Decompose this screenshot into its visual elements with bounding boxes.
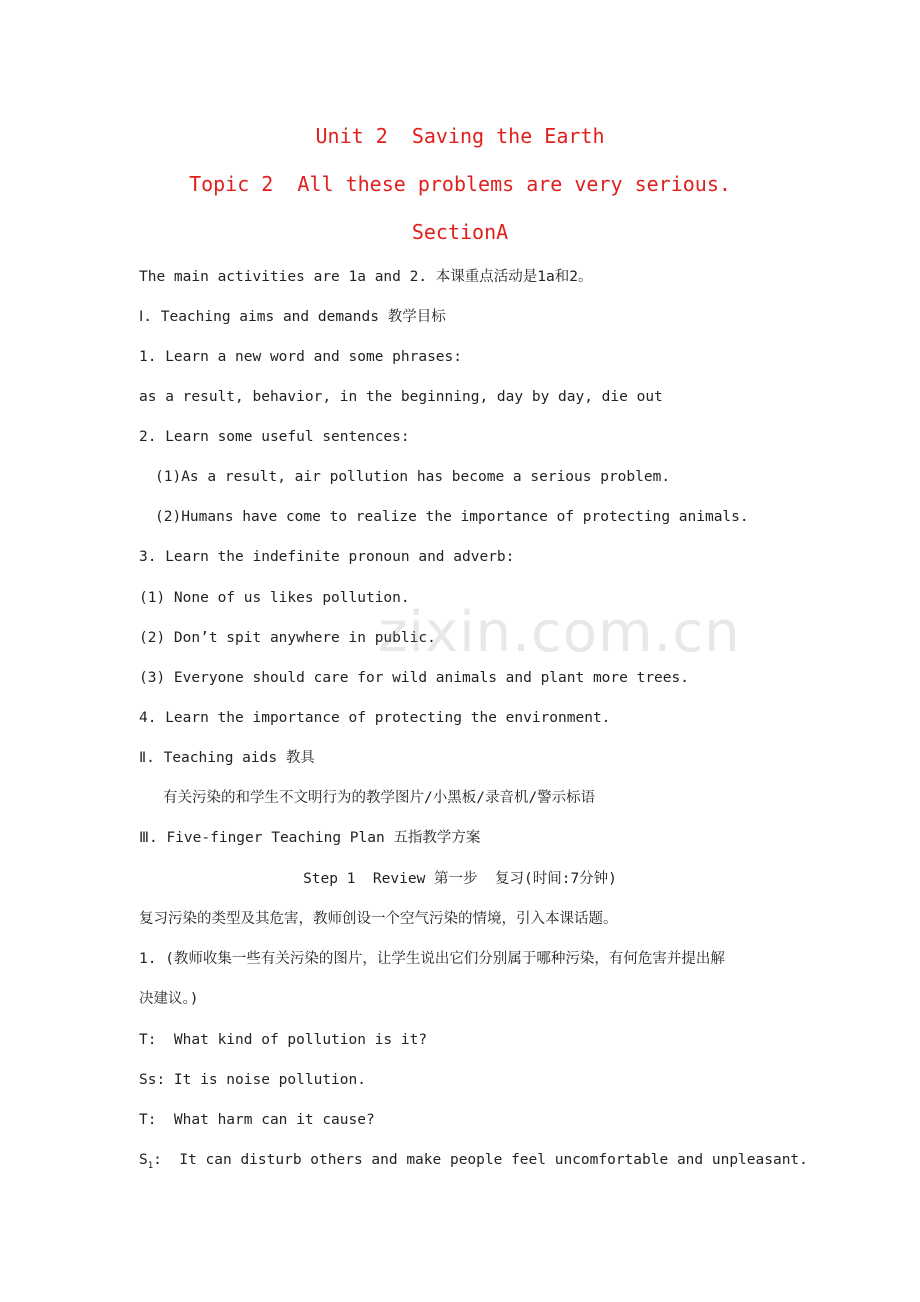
aim-2-sentence-1: (1)As a result, air pollution has become a serious problem. bbox=[155, 469, 671, 485]
part1-heading: Ⅰ. Teaching aims and demands 教学目标 bbox=[139, 309, 446, 325]
step-1-description: 复习污染的类型及其危害，教师创设一个空气污染的情境，引入本课话题。 bbox=[139, 911, 618, 927]
dialog-line-3: T: What harm can it cause? bbox=[139, 1112, 375, 1128]
teaching-aids: 有关污染的和学生不文明行为的教学图片/小黑板/录音机/警示标语 bbox=[163, 790, 596, 806]
aim-1: 1. Learn a new word and some phrases: bbox=[139, 349, 463, 365]
dialog-line-2: Ss: It is noise pollution. bbox=[139, 1072, 366, 1088]
part3-heading: Ⅲ. Five-finger Teaching Plan 五指教学方案 bbox=[139, 830, 481, 846]
aim-3: 3. Learn the indefinite pronoun and adverb: bbox=[139, 549, 515, 565]
topic-title: Topic 2 All these problems are very serious. bbox=[189, 172, 731, 196]
aim-3-example-3: (3) Everyone should care for wild animals and plant more trees. bbox=[139, 670, 689, 686]
aim-2-sentence-2: (2)Humans have come to realize the importance of protecting animals. bbox=[155, 509, 749, 525]
dialog-line-4-text: : It can disturb others and make people feel uncomfortable and unpleasant. bbox=[153, 1152, 808, 1168]
part2-heading: Ⅱ. Teaching aids 教具 bbox=[139, 750, 315, 766]
intro-text: The main activities are 1a and 2. 本课重点活动是1a和2。 bbox=[139, 269, 593, 285]
unit-title: Unit 2 Saving the Earth bbox=[315, 124, 605, 148]
aim-2: 2. Learn some useful sentences: bbox=[139, 429, 410, 445]
dialog-line-4 bbox=[139, 1150, 808, 1176]
aim-3-example-1: (1) None of us likes pollution. bbox=[139, 590, 410, 606]
speaker-label: S bbox=[139, 1152, 148, 1168]
dialog-line-1: T: What kind of pollution is it? bbox=[139, 1032, 428, 1048]
aim-1-words: as a result, behavior, in the beginning, day by day, die out bbox=[139, 389, 663, 405]
step-1-item-1-cont: 决建议。) bbox=[139, 991, 199, 1007]
speaker-subscript: 1 bbox=[147, 1160, 154, 1171]
step-1-heading: Step 1 Review 第一步 复习(时间:7分钟) bbox=[303, 871, 617, 887]
aim-4: 4. Learn the importance of protecting the environment. bbox=[139, 710, 611, 726]
aim-3-example-2: (2) Don’t spit anywhere in public. bbox=[139, 630, 436, 646]
section-title: SectionA bbox=[411, 220, 509, 244]
watermark: zixin.com.cn bbox=[378, 600, 741, 665]
step-1-item-1: 1. (教师收集一些有关污染的图片，让学生说出它们分别属于哪种污染，有何危害并提出解 bbox=[139, 951, 725, 967]
